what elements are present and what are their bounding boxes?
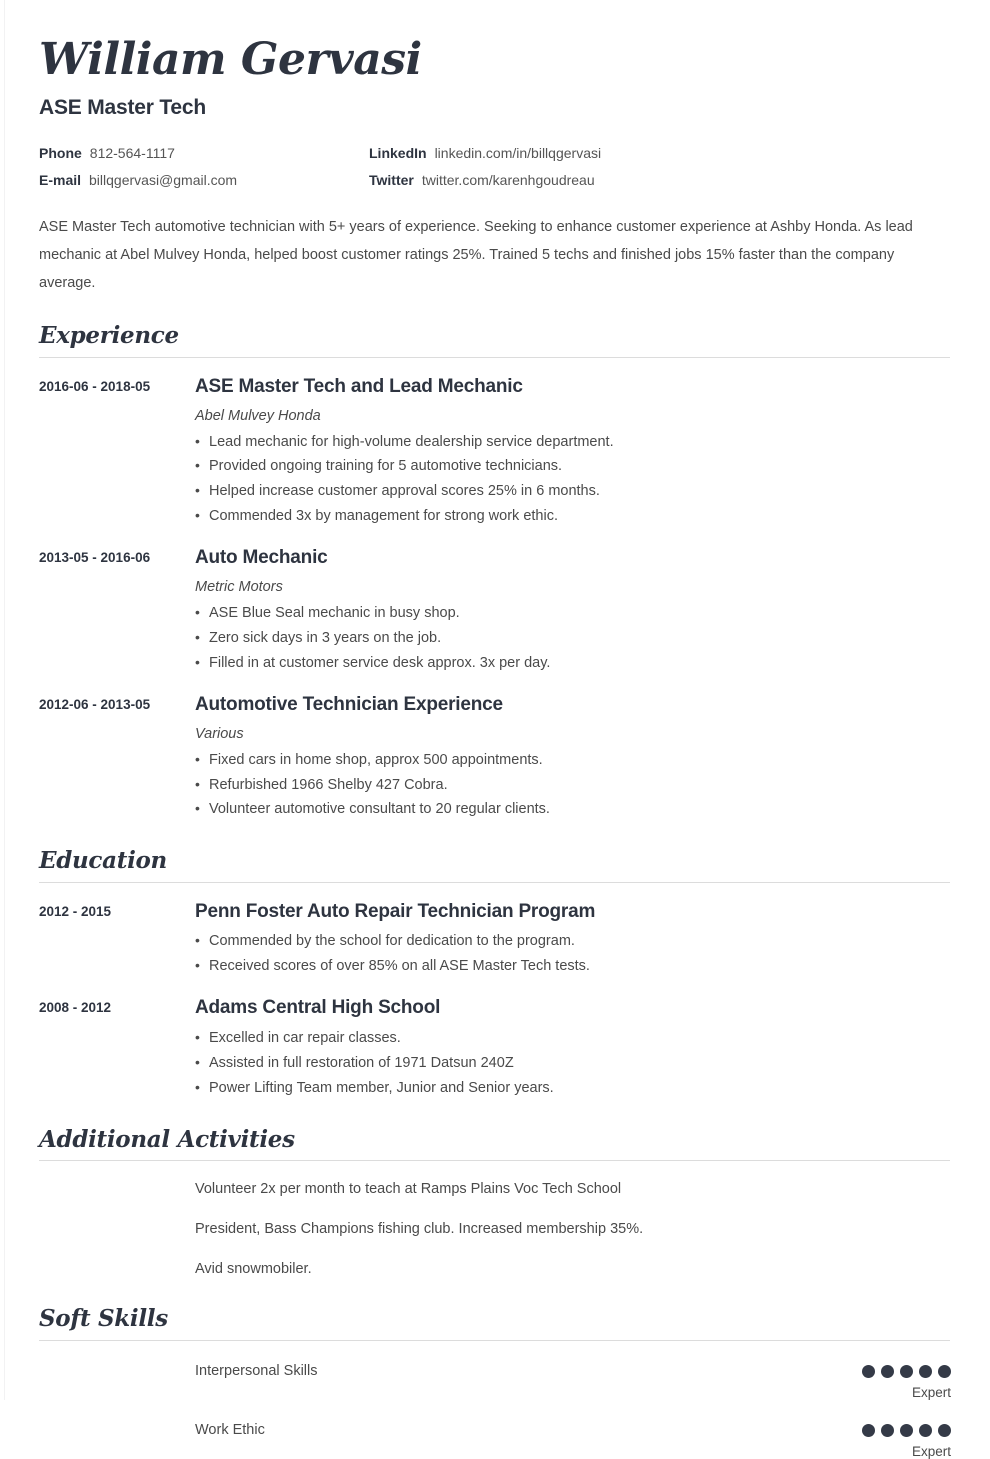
entry-bullet-list (195, 923, 951, 979)
professional-summary: ASE Master Tech automotive technician with 5+ years of experience. Seeking to enhance customer experience at Ashby Honda. As lead mechanic at Abel Mulvey Honda, helped boost customer ratings 25%. Trained 5 techs and finished jobs 15% faster than the company average. (39, 219, 913, 291)
resume-entry (39, 358, 951, 530)
activity-text: President, Bass Champions fishing club. Increased membership 35%. (195, 1220, 644, 1237)
entry-title: Adams Central High School (195, 997, 441, 1019)
entry-bullet-list (195, 742, 951, 823)
contact-email (39, 172, 369, 188)
entry-bullet: • Received scores of over 85% on all ASE Master Tech tests. (195, 954, 951, 979)
entry-date: 2008 - 2012 (39, 1000, 112, 1016)
entry-title: Automotive Technician Experience (195, 693, 503, 715)
rating-dot-filled (919, 1365, 932, 1378)
entry-bullet: • Filled in at customer service desk approx. 3x per day. (195, 651, 951, 676)
experience-entries (39, 358, 951, 823)
contact-linkedin (369, 145, 601, 161)
soft-skill-row (39, 1400, 951, 1459)
rating-dot-filled (881, 1424, 894, 1437)
entry-organization: Abel Mulvey Honda (195, 407, 321, 424)
entry-body (195, 693, 951, 823)
soft-skill-name: Interpersonal Skills (195, 1362, 318, 1379)
soft-skill-list (39, 1341, 951, 1459)
soft-skill-rating (861, 1422, 951, 1459)
contact-email-value[interactable]: billqgervasi@gmail.com (89, 172, 238, 188)
activity-row (39, 1201, 951, 1241)
entry-bullet: • Power Lifting Team member, Junior and Senior years. (195, 1076, 951, 1101)
section-heading-experience: Experience (39, 322, 179, 350)
contact-email-label: E-mail (39, 172, 82, 188)
section-experience (39, 323, 951, 822)
rating-dots (861, 1422, 951, 1437)
contact-row (39, 145, 719, 161)
contact-twitter (369, 172, 595, 188)
activity-row (39, 1241, 951, 1281)
entry-bullet: • ASE Blue Seal mechanic in busy shop. (195, 601, 951, 626)
contact-phone-label: Phone (39, 145, 82, 161)
page-edge-rule (4, 0, 5, 1400)
activity-gutter (39, 1259, 195, 1281)
rating-dot-filled (938, 1424, 951, 1437)
soft-skill-level: Expert (911, 1384, 951, 1400)
rating-dot-filled (900, 1424, 913, 1437)
entry-organization: Metric Motors (195, 579, 283, 596)
entry-bullet: • Provided ongoing training for 5 automotive technicians. (195, 454, 951, 479)
section-education (39, 848, 951, 1100)
entry-body (195, 900, 951, 980)
education-entries (39, 883, 951, 1101)
activity-gutter (39, 1179, 195, 1201)
contact-twitter-label: Twitter (369, 172, 414, 188)
activity-text: Volunteer 2x per month to teach at Ramps Plains Voc Tech School (195, 1181, 622, 1198)
entry-bullet: • Excelled in car repair classes. (195, 1026, 951, 1051)
activity-list (39, 1161, 951, 1280)
rating-dots (861, 1363, 951, 1378)
contact-twitter-value[interactable]: twitter.com/karenhgoudreau (421, 172, 595, 188)
resume-entry (39, 979, 951, 1101)
entry-bullet: • Volunteer automotive consultant to 20 regular clients. (195, 797, 951, 822)
resume-entry (39, 676, 951, 823)
rating-dot-filled (919, 1424, 932, 1437)
soft-skill-name: Work Ethic (195, 1421, 265, 1438)
contact-row (39, 172, 719, 188)
entry-title: Penn Foster Auto Repair Technician Program (195, 900, 596, 922)
rating-dot-filled (862, 1365, 875, 1378)
soft-skill-rating (861, 1363, 951, 1400)
candidate-name: William Gervasi (39, 34, 422, 85)
entry-body (195, 375, 951, 530)
section-heading-education: Education (39, 847, 167, 875)
entry-date: 2016-06 - 2018-05 (39, 378, 151, 394)
resume-entry (39, 529, 951, 676)
entry-bullet: • Helped increase customer approval scores 25% in 6 months. (195, 479, 951, 504)
contact-linkedin-label: LinkedIn (369, 145, 427, 161)
rating-dot-filled (938, 1365, 951, 1378)
entry-bullet-list (195, 1020, 951, 1101)
entry-bullet-list (195, 595, 951, 676)
section-additional-activities (39, 1127, 951, 1281)
entry-date: 2013-05 - 2016-06 (39, 550, 151, 566)
activity-text: Avid snowmobiler. (195, 1260, 312, 1277)
entry-date: 2012-06 - 2013-05 (39, 696, 151, 712)
entry-bullet: • Zero sick days in 3 years on the job. (195, 626, 951, 651)
resume-header (39, 0, 951, 188)
rating-dot-filled (900, 1365, 913, 1378)
entry-bullet: • Refurbished 1966 Shelby 427 Cobra. (195, 773, 951, 798)
section-heading-activities: Additional Activities (39, 1125, 295, 1153)
entry-bullet-list (195, 424, 951, 530)
entry-bullet: • Lead mechanic for high-volume dealership service department. (195, 430, 951, 455)
contact-phone-value[interactable]: 812-564-1117 (89, 145, 175, 161)
candidate-job-title: ASE Master Tech (39, 96, 206, 119)
resume-content (39, 0, 951, 1459)
entry-bullet: • Commended by the school for dedication to the program. (195, 929, 951, 954)
entry-title: Auto Mechanic (195, 547, 328, 569)
contact-grid (39, 145, 719, 188)
soft-skill-row (39, 1341, 951, 1400)
rating-dot-filled (881, 1365, 894, 1378)
entry-organization: Various (195, 725, 244, 742)
entry-date: 2012 - 2015 (39, 903, 112, 919)
activity-gutter (39, 1219, 195, 1241)
entry-bullet: • Commended 3x by management for strong work ethic. (195, 504, 951, 529)
entry-title: ASE Master Tech and Lead Mechanic (195, 375, 523, 397)
entry-body (195, 546, 951, 676)
contact-linkedin-value[interactable]: linkedin.com/in/billqgervasi (434, 145, 602, 161)
entry-bullet: • Fixed cars in home shop, approx 500 appointments. (195, 748, 951, 773)
rating-dot-filled (862, 1424, 875, 1437)
resume-entry (39, 883, 951, 980)
soft-skill-level: Expert (911, 1443, 951, 1459)
section-soft-skills (39, 1306, 951, 1458)
entry-body (195, 996, 951, 1101)
entry-bullet: • Assisted in full restoration of 1971 Datsun 240Z (195, 1051, 951, 1076)
contact-phone (39, 145, 369, 161)
activity-row (39, 1161, 951, 1201)
section-heading-soft-skills: Soft Skills (39, 1305, 168, 1333)
